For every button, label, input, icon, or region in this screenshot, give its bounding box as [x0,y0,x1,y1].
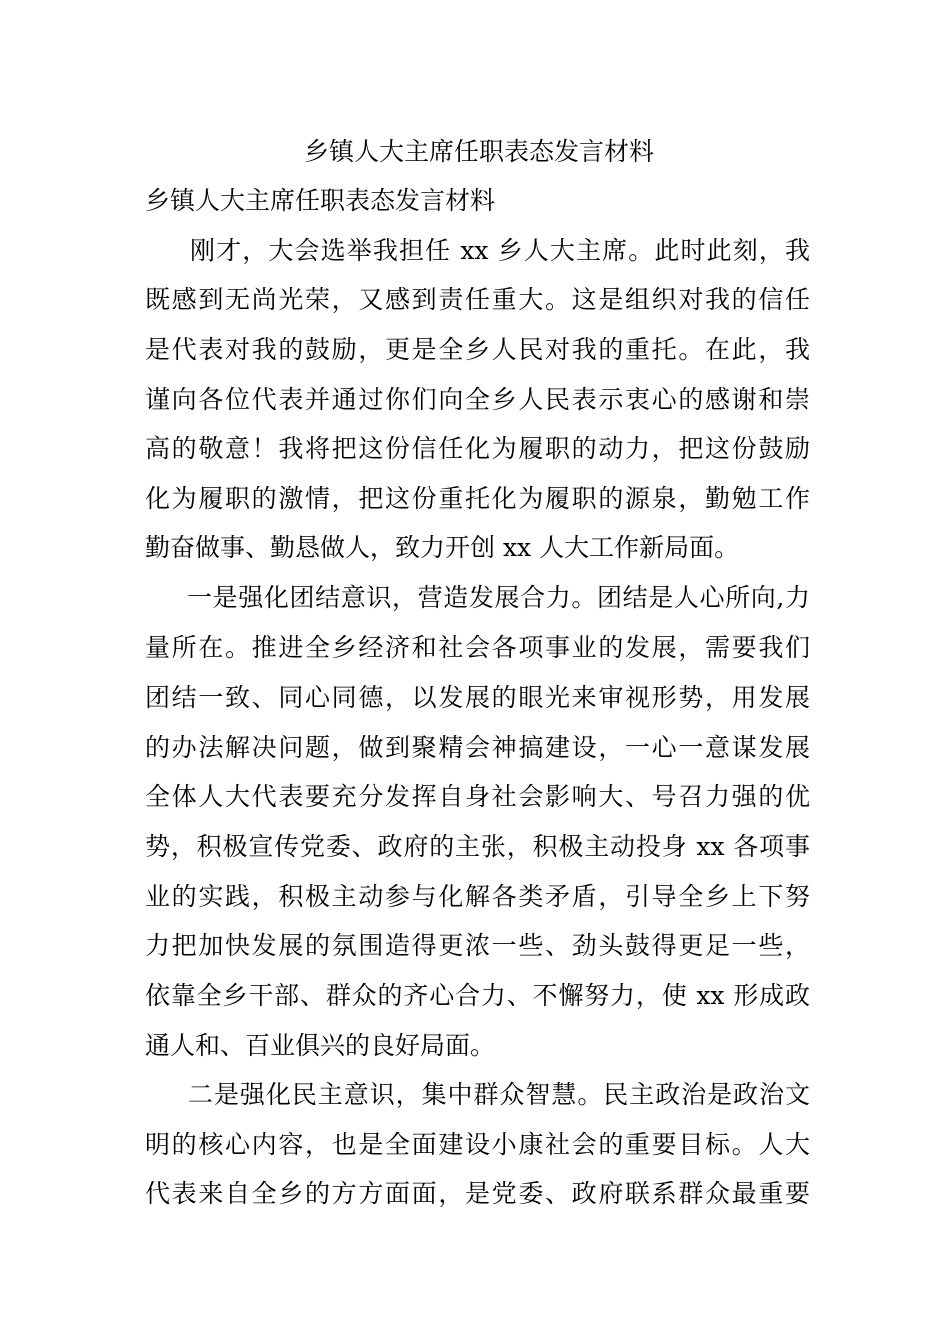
paragraph-2-line: 力把加快发展的氛围造得更浓一些、劲头鼓得更足一些， [145,931,810,960]
paragraph-2-line: 势，积极宣传党委、政府的主张，积极主动投身 xx 各项事 [145,832,810,861]
paragraph-2-line: 业的实践，积极主动参与化解各类矛盾，引导全乡上下努 [145,882,810,911]
paragraph-2-line: 依靠全乡干部、群众的齐心合力、不懈努力，使 xx 形成政 [145,981,810,1010]
paragraph-1-line: 勤奋做事、勤恳做人，致力开创 xx 人大工作新局面。 [145,533,740,562]
paragraph-1-line: 高的敬意！我将把这份信任化为履职的动力，把这份鼓励 [145,434,810,463]
paragraph-2-line: 团结一致、同心同德，以发展的眼光来审视形势，用发展 [145,683,810,712]
paragraph-2-line: 全体人大代表要充分发挥自身社会影响大、号召力强的优 [145,782,810,811]
paragraph-2-line: 量所在。推进全乡经济和社会各项事业的发展，需要我们 [145,633,810,662]
document-subtitle: 乡镇人大主席任职表态发言材料 [145,186,496,215]
paragraph-3-line: 明的核心内容，也是全面建设小康社会的重要目标。人大 [145,1130,810,1159]
paragraph-1-line: 化为履职的激情，把这份重托化为履职的源泉，勤勉工作 [145,484,810,513]
paragraph-1-line: 谨向各位代表并通过你们向全乡人民表示衷心的感谢和崇 [145,385,810,414]
paragraph-1-line: 既感到无尚光荣，又感到责任重大。这是组织对我的信任 [145,285,810,314]
document-title: 乡镇人大主席任职表态发言材料 [303,137,654,166]
paragraph-2-line: 通人和、百业俱兴的良好局面。 [145,1031,496,1060]
paragraph-2-line: 一是强化团结意识，营造发展合力。团结是人心所向,力 [187,583,810,612]
paragraph-3-line: 代表来自全乡的方方面面，是党委、政府联系群众最重要 [145,1179,810,1208]
paragraph-3-line: 二是强化民主意识，集中群众智慧。民主政治是政治文 [188,1080,810,1109]
paragraph-1-line: 是代表对我的鼓励，更是全乡人民对我的重托。在此，我 [145,335,810,364]
paragraph-2-line: 的办法解决问题，做到聚精会神搞建设，一心一意谋发展 [145,733,810,762]
paragraph-1-line: 刚才，大会选举我担任 xx 乡人大主席。此时此刻，我 [190,236,810,265]
